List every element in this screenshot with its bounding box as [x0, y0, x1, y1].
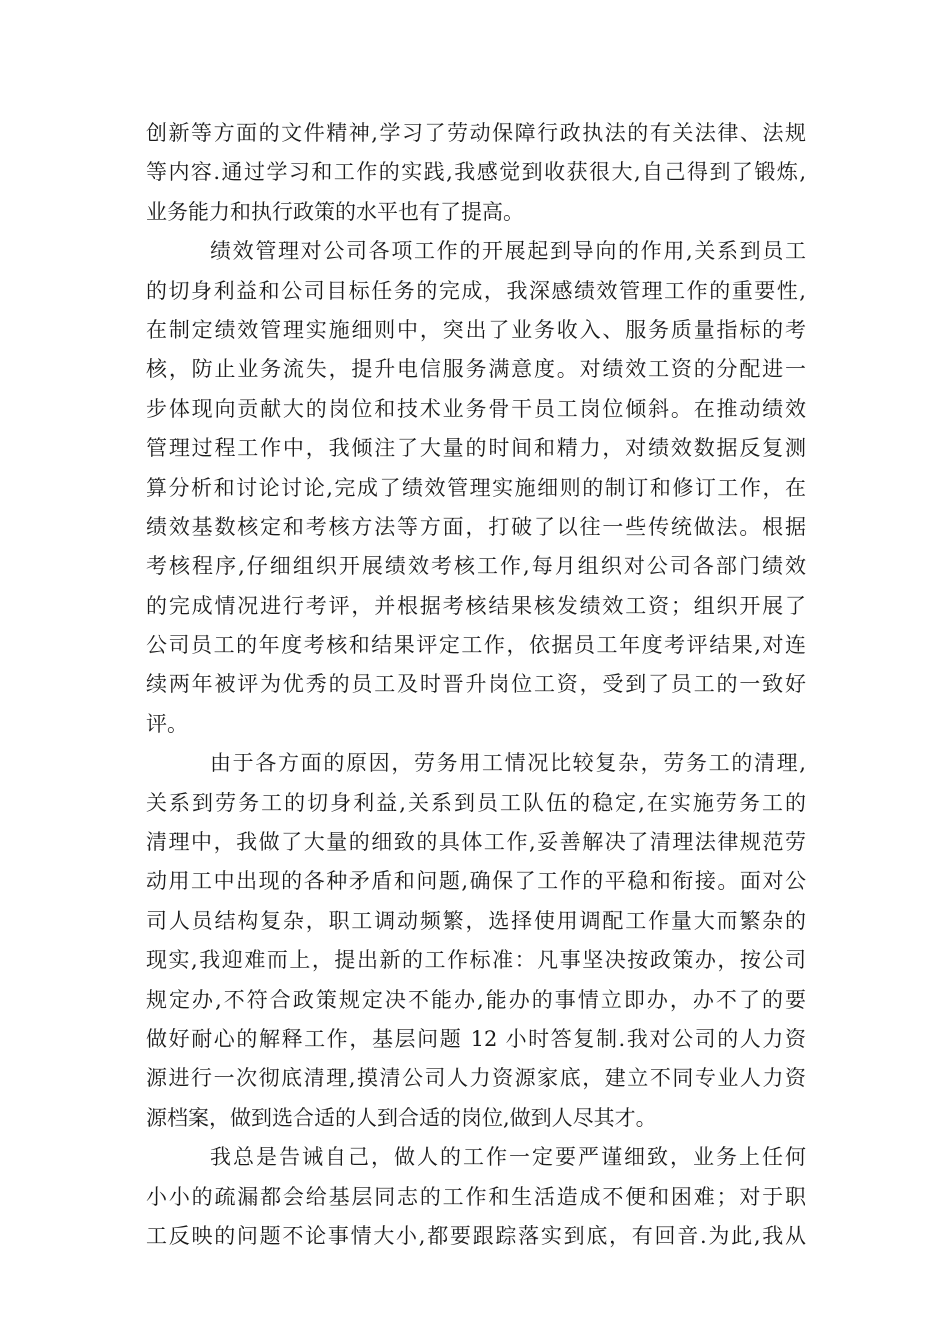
text-line: 关系到劳务工的切身利益,关系到员工队伍的稳定,在实施劳务工的 [146, 790, 806, 815]
text-line: 步体现向贡献大的岗位和技术业务骨干员工岗位倾斜。在推动绩效 [146, 396, 806, 421]
text-line: 现实,我迎难而上，提出新的工作标准：凡事坚决按政策办，按公司 [146, 948, 806, 973]
text-line: 的切身利益和公司目标任务的完成，我深感绩效管理工作的重要性, [146, 278, 806, 303]
text-line: 创新等方面的文件精神,学习了劳动保障行政执法的有关法律、法规 [146, 121, 806, 145]
text-line: 绩效管理对公司各项工作的开展起到导向的作用,关系到员工 [210, 239, 806, 264]
text-line: 源档案，做到选合适的人到合适的岗位,做到人尽其才。 [146, 1105, 657, 1130]
text-line: 的完成情况进行考评，并根据考核结果核发绩效工资；组织开展了 [146, 593, 806, 618]
text-line: 绩效基数核定和考核方法等方面，打破了以往一些传统做法。根据 [146, 514, 806, 539]
text-line: 清理中，我做了大量的细致的具体工作,妥善解决了清理法律规范劳 [146, 830, 806, 855]
text-line: 规定办,不符合政策规定决不能办,能办的事情立即办，办不了的要 [146, 987, 806, 1012]
text-line: 公司员工的年度考核和结果评定工作，依据员工年度考评结果,对连 [146, 633, 806, 658]
text-line: 核，防止业务流失，提升电信服务满意度。对绩效工资的分配进一 [146, 357, 806, 382]
text-line: 业务能力和执行政策的水平也有了提高。 [146, 199, 524, 224]
text-line: 我总是告诫自己，做人的工作一定要严谨细致，业务上任何 [210, 1145, 806, 1170]
text-line: 司人员结构复杂，职工调动频繁，选择使用调配工作量大而繁杂的 [146, 908, 806, 933]
text-line: 管理过程工作中，我倾注了大量的时间和精力，对绩效数据反复测 [146, 436, 806, 461]
text-line: 在制定绩效管理实施细则中，突出了业务收入、服务质量指标的考 [146, 317, 806, 342]
text-line: 源进行一次彻底清理,摸清公司人力资源家底，建立不同专业人力资 [146, 1066, 806, 1091]
text-line: 动用工中出现的各种矛盾和问题,确保了工作的平稳和衔接。面对公 [146, 869, 806, 894]
text-line: 续两年被评为优秀的员工及时晋升岗位工资，受到了员工的一致好 [146, 672, 806, 697]
text-line: 等内容.通过学习和工作的实践,我感觉到收获很大,自己得到了锻炼, [146, 160, 806, 185]
text-line: 小小的疏漏都会给基层同志的工作和生活造成不便和困难；对于职 [146, 1184, 806, 1209]
text-line: 算分析和讨论讨论,完成了绩效管理实施细则的制订和修订工作，在 [146, 475, 806, 500]
text-line: 由于各方面的原因，劳务用工情况比较复杂，劳务工的清理, [210, 751, 806, 776]
text-line: 工反映的问题不论事情大小,都要跟踪落实到底，有回音.为此,我从 [146, 1223, 806, 1248]
text-line: 评。 [146, 711, 188, 736]
text-line: 考核程序,仔细组织开展绩效考核工作,每月组织对公司各部门绩效 [146, 554, 806, 579]
text-line: 做好耐心的解释工作，基层问题 12 小时答复制.我对公司的人力资 [146, 1026, 806, 1051]
body-text [146, 114, 806, 1256]
